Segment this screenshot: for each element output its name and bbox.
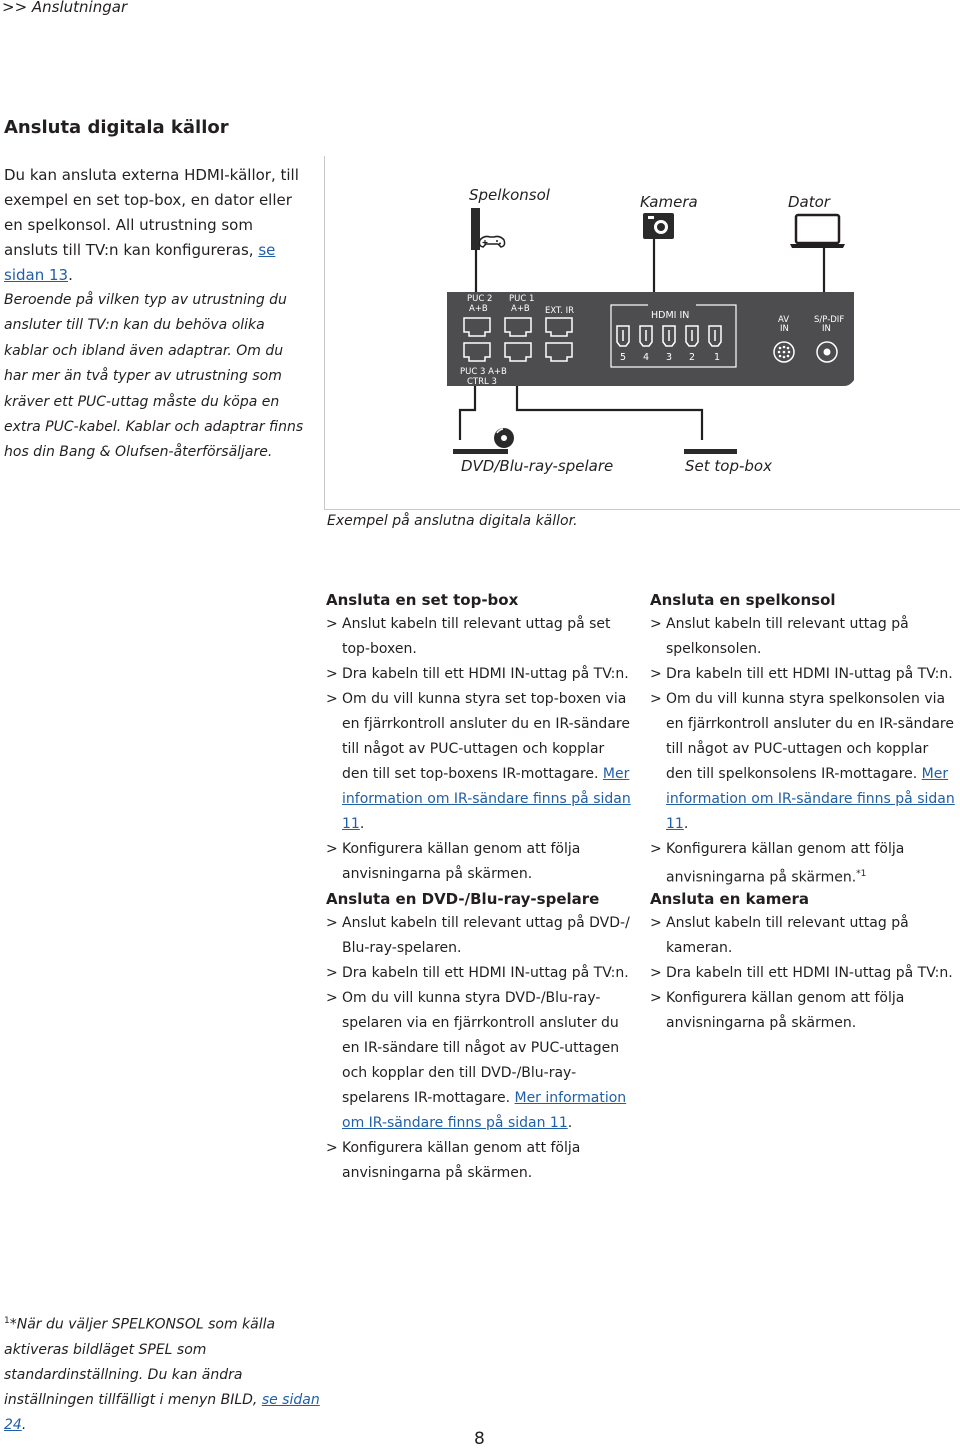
section-game-console bbox=[650, 588, 956, 891]
list-item bbox=[326, 687, 631, 837]
item-text: Dra kabeln till ett HDMI IN-uttag på TV:n. bbox=[342, 965, 629, 981]
bullet-marker: > bbox=[326, 691, 338, 707]
spdif-label-line2: IN bbox=[822, 324, 831, 334]
item-text: Konfigurera källan genom att följa anvisningarna på skärmen. bbox=[666, 990, 905, 1031]
puc3-label-line2: CTRL 3 bbox=[467, 377, 497, 387]
list-item bbox=[650, 687, 956, 837]
instruction-list bbox=[326, 612, 631, 887]
game-console-device bbox=[471, 208, 505, 250]
figure-caption: Exempel på anslutna digitala källor. bbox=[327, 513, 578, 529]
intro-text: Du kan ansluta externa HDMI-källor, till exempel en set top-box, en dator eller en spelkonsol. All utrustning som ansluts till TV:n kan konfigureras, bbox=[4, 166, 299, 259]
bullet-marker: > bbox=[650, 616, 662, 632]
section-set-top-box bbox=[326, 588, 631, 887]
item-text: Om du vill kunna styra spelkonsolen via en fjärrkontroll ansluter du en IR-sändare till något av PUC-uttagen och kopplar den till spelkonsolens IR-mottagare. bbox=[666, 691, 954, 782]
puc2-label-line1: PUC 2 bbox=[467, 294, 493, 304]
list-item bbox=[650, 662, 956, 687]
camera-icon bbox=[643, 213, 674, 239]
av-in-label-line1: AV bbox=[778, 315, 790, 325]
puc3-label-line1: PUC 3 A+B bbox=[460, 367, 507, 377]
ir-info-link[interactable]: Mer information om IR-sändare finns på sidan 11 bbox=[342, 766, 631, 832]
footnote bbox=[4, 1309, 324, 1438]
hdmi-number-2: 2 bbox=[689, 352, 696, 363]
bullet-marker: > bbox=[650, 990, 662, 1006]
ir-info-link[interactable]: Mer information om IR-sändare finns på sidan 11 bbox=[342, 1090, 627, 1131]
bullet-marker: > bbox=[650, 915, 662, 931]
bullet-marker: > bbox=[326, 841, 338, 857]
item-text: Anslut kabeln till relevant uttag på set top-boxen. bbox=[342, 616, 611, 657]
puc1-label-line1: PUC 1 bbox=[509, 294, 535, 304]
list-item bbox=[326, 986, 631, 1136]
item-text: Anslut kabeln till relevant uttag på DVD-/ Blu-ray-spelaren. bbox=[342, 915, 630, 956]
section-title: Ansluta en kamera bbox=[650, 890, 810, 908]
av-in-label-line2: IN bbox=[780, 324, 789, 334]
item-text-end: . bbox=[567, 1115, 573, 1131]
spdif-label-line1: S/P-DIF bbox=[814, 315, 845, 325]
hdmi-label-bg bbox=[648, 300, 696, 310]
item-text: Om du vill kunna styra set top-boxen via en fjärrkontroll ansluter du en IR-sändare till något av PUC-uttagen och kopplar den till set top-boxens IR-mottagare. bbox=[342, 691, 630, 782]
instruction-list bbox=[326, 911, 631, 1186]
laptop-icon bbox=[790, 215, 845, 248]
list-item bbox=[326, 911, 631, 961]
section-camera bbox=[650, 887, 956, 1036]
hdmi-number-3: 3 bbox=[666, 352, 673, 363]
item-text: Anslut kabeln till relevant uttag på spelkonsolen. bbox=[666, 616, 909, 657]
computer-label: Dator bbox=[788, 193, 830, 211]
breadcrumb: >> Anslutningar bbox=[2, 0, 128, 16]
list-item bbox=[326, 662, 631, 687]
list-item bbox=[326, 612, 631, 662]
item-text: Anslut kabeln till relevant uttag på kameran. bbox=[666, 915, 909, 956]
hdmi-number-5: 5 bbox=[620, 352, 627, 363]
dvd-player-label: DVD/Blu-ray-spelare bbox=[461, 457, 614, 475]
footnote-text: *När du väljer SPELKONSOL som källa aktiveras bildläget SPEL som standardinställning. Du kan ändra inställningen tillfälligt i menyn BILD, bbox=[4, 1316, 276, 1408]
puc2-label-line2: A+B bbox=[469, 304, 488, 314]
disc-icon bbox=[494, 428, 514, 448]
hdmi-number-1: 1 bbox=[714, 352, 721, 363]
intro-end: . bbox=[68, 266, 73, 284]
hdmi-in-label: HDMI IN bbox=[651, 310, 690, 321]
item-text: Konfigurera källan genom att följa anvisningarna på skärmen. bbox=[666, 841, 905, 886]
bullet-marker: > bbox=[650, 691, 662, 707]
list-item bbox=[650, 986, 956, 1036]
bullet-marker: > bbox=[326, 990, 338, 1006]
puc1-label-line2: A+B bbox=[511, 304, 530, 314]
bullet-marker: > bbox=[650, 666, 662, 682]
section-dvd-player bbox=[326, 887, 631, 1186]
cable-note: Beroende på vilken typ av utrustning du ansluter till TV:n kan du behöva olika kablar och ibland även adaptrar. Om du har mer än två typer av utrustning som kräver ett PUC-uttag måste du köpa en extra PUC-kabel. Kablar och adaptrar finns hos din Bang & Olufsen-återförsäljare. bbox=[4, 292, 304, 461]
item-text: Konfigurera källan genom att följa anvisningarna på skärmen. bbox=[342, 841, 581, 882]
section-title: Ansluta en DVD-/Blu-ray-spelare bbox=[326, 890, 600, 908]
footnote-page-link[interactable]: se sidan 24 bbox=[4, 1391, 320, 1433]
item-text: Konfigurera källan genom att följa anvisningarna på skärmen. bbox=[342, 1140, 581, 1181]
bullet-marker: > bbox=[650, 965, 662, 981]
bullet-marker: > bbox=[326, 915, 338, 931]
list-item bbox=[650, 837, 956, 891]
footnote-number: 1 bbox=[4, 1316, 10, 1326]
item-text: Om du vill kunna styra DVD-/Blu-ray-spelaren via en fjärrkontroll ansluter du en IR-sändare till något av PUC-uttagen och kopplar den till DVD-/Blu-ray-spelarens IR-mottagare. bbox=[342, 990, 620, 1106]
connection-diagram bbox=[440, 170, 960, 490]
bullet-marker: > bbox=[326, 666, 338, 682]
item-text-end: . bbox=[683, 816, 689, 832]
list-item bbox=[326, 837, 631, 887]
section-title: Ansluta en set top-box bbox=[326, 591, 519, 609]
item-text-end: . bbox=[359, 816, 365, 832]
bullet-marker: > bbox=[326, 1140, 338, 1156]
gamepad-icon bbox=[479, 236, 504, 247]
bullet-marker: > bbox=[326, 965, 338, 981]
set-top-box-device bbox=[684, 449, 737, 454]
camera-label: Kamera bbox=[640, 193, 698, 211]
footnote-end: . bbox=[21, 1416, 27, 1433]
ir-info-link[interactable]: Mer information om IR-sändare finns på sidan 11 bbox=[666, 766, 955, 832]
intro-page-link[interactable]: se sidan 13 bbox=[4, 241, 276, 284]
instruction-list bbox=[650, 911, 956, 1036]
list-item bbox=[650, 612, 956, 662]
list-item bbox=[326, 961, 631, 986]
ext-ir-label: EXT. IR bbox=[545, 306, 575, 316]
item-text: Dra kabeln till ett HDMI IN-uttag på TV:n. bbox=[666, 965, 953, 981]
bullet-marker: > bbox=[326, 616, 338, 632]
page-title: Ansluta digitala källor bbox=[4, 117, 229, 138]
footnote-ref: *1 bbox=[856, 869, 867, 879]
game-console-label: Spelkonsol bbox=[469, 186, 550, 204]
intro-paragraph bbox=[4, 163, 304, 288]
list-item bbox=[650, 911, 956, 961]
dvd-player-device bbox=[453, 428, 514, 454]
set-top-box-label: Set top-box bbox=[685, 457, 772, 475]
list-item bbox=[326, 1136, 631, 1186]
list-item bbox=[650, 961, 956, 986]
instruction-list bbox=[650, 612, 956, 891]
section-title: Ansluta en spelkonsol bbox=[650, 591, 836, 609]
page-number: 8 bbox=[474, 1429, 485, 1449]
hdmi-number-4: 4 bbox=[643, 352, 650, 363]
bullet-marker: > bbox=[650, 841, 662, 857]
item-text: Dra kabeln till ett HDMI IN-uttag på TV:n. bbox=[342, 666, 629, 682]
item-text: Dra kabeln till ett HDMI IN-uttag på TV:n. bbox=[666, 666, 953, 682]
